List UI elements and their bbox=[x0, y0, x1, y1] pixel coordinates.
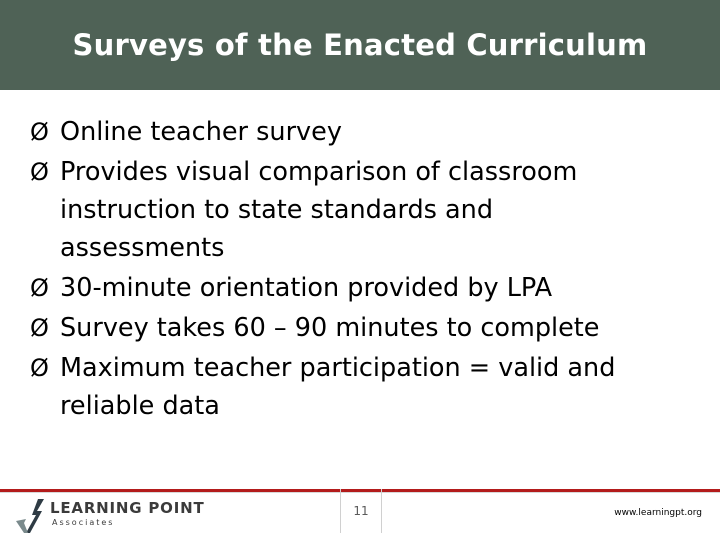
logo-subtext: Associates bbox=[52, 518, 115, 527]
bullet-item bbox=[30, 113, 700, 151]
bullet-line: 30-minute orientation provided by LPA bbox=[60, 273, 553, 303]
bullet-line: Maximum teacher participation = valid and bbox=[60, 353, 616, 383]
bullet-arrow-icon: Ø bbox=[30, 354, 49, 382]
website-url: www.learningpt.org bbox=[614, 508, 702, 518]
bullet-text bbox=[60, 113, 700, 151]
bullet-text bbox=[60, 309, 700, 347]
bullet-arrow-icon: Ø bbox=[30, 314, 49, 342]
logo-text: LEARNING POINT bbox=[50, 499, 205, 517]
bullet-line: instruction to state standards and bbox=[60, 195, 494, 225]
bullet-list bbox=[30, 113, 700, 427]
logo-mark-icon bbox=[14, 497, 48, 535]
title-bar bbox=[0, 0, 720, 90]
learning-point-logo bbox=[14, 497, 205, 535]
bullet-item bbox=[30, 309, 700, 347]
bullet-arrow-icon: Ø bbox=[30, 158, 49, 186]
bullet-line: Provides visual comparison of classroom bbox=[60, 157, 578, 187]
bullet-item bbox=[30, 349, 700, 425]
bullet-text bbox=[60, 349, 700, 425]
bullet-text bbox=[60, 269, 700, 307]
bullet-line: Online teacher survey bbox=[60, 117, 342, 147]
bullet-item bbox=[30, 269, 700, 307]
slide-title: Surveys of the Enacted Curriculum bbox=[72, 28, 648, 62]
bullet-item bbox=[30, 153, 700, 267]
bullet-text bbox=[60, 153, 700, 267]
bullet-line: Survey takes 60 – 90 minutes to complete bbox=[60, 313, 600, 343]
page-number: 11 bbox=[340, 489, 382, 533]
bullet-line: reliable data bbox=[60, 391, 220, 421]
bullet-arrow-icon: Ø bbox=[30, 118, 49, 146]
bullet-arrow-icon: Ø bbox=[30, 274, 49, 302]
bullet-line: assessments bbox=[60, 233, 225, 263]
